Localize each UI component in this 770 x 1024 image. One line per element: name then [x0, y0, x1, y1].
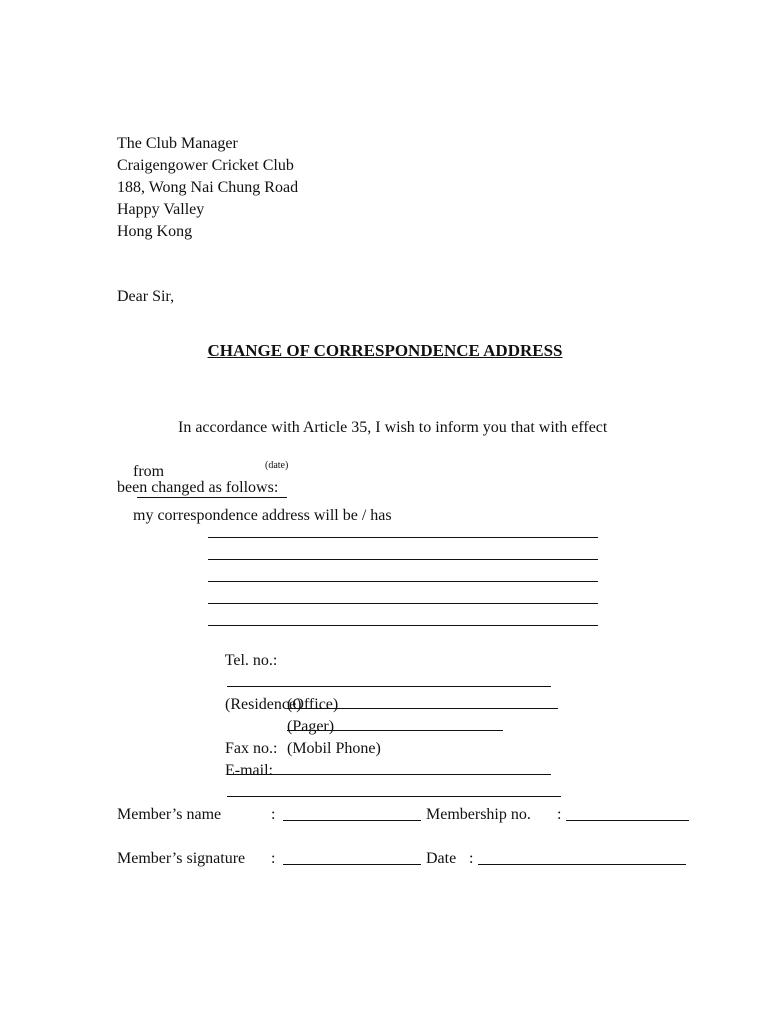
date-label: Date [426, 850, 457, 867]
address-field-1[interactable] [208, 537, 598, 538]
recipient-line: Happy Valley [117, 201, 205, 218]
colon: : [271, 850, 276, 867]
body-line-2-rest: my correspondence address will be / has [133, 507, 392, 524]
email-field[interactable] [227, 782, 561, 797]
membership-no-label: Membership no. [426, 806, 531, 823]
colon: : [271, 806, 276, 823]
pager-label: (Pager) [287, 718, 335, 735]
residence-label: (Residence) [225, 696, 302, 713]
office-label: (Office) [287, 696, 339, 713]
recipient-address [117, 133, 298, 243]
mobile-label: (Mobil Phone) [287, 740, 381, 757]
body-line-3: been changed as follows: [117, 479, 279, 496]
recipient-line: Hong Kong [117, 223, 193, 240]
member-name-field[interactable] [283, 806, 421, 821]
from-label: from [133, 463, 165, 480]
recipient-line: 188, Wong Nai Chung Road [117, 179, 299, 196]
body-line-1: In accordance with Article 35, I wish to inform you that with effect [178, 419, 608, 436]
membership-no-field[interactable] [566, 806, 689, 821]
fax-label: Fax no.: [225, 740, 278, 757]
salutation: Dear Sir, [117, 288, 175, 305]
address-field-2[interactable] [208, 559, 598, 560]
email-label: E-mail: [225, 762, 273, 779]
recipient-line: Craigengower Cricket Club [117, 157, 294, 174]
date-field[interactable] [478, 850, 686, 865]
tel-label: Tel. no.: [224, 652, 278, 669]
colon: : [469, 850, 474, 867]
member-name-label: Member’s name [117, 806, 222, 823]
date-hint: (date) [265, 460, 289, 471]
member-signature-field[interactable] [283, 850, 421, 865]
address-field-3[interactable] [208, 581, 598, 582]
member-signature-label: Member’s signature [117, 850, 246, 867]
recipient-line: The Club Manager [117, 135, 238, 152]
document-title: CHANGE OF CORRESPONDENCE ADDRESS [207, 341, 563, 360]
address-field-4[interactable] [208, 603, 598, 604]
colon: : [557, 806, 562, 823]
address-field-5[interactable] [208, 625, 598, 626]
